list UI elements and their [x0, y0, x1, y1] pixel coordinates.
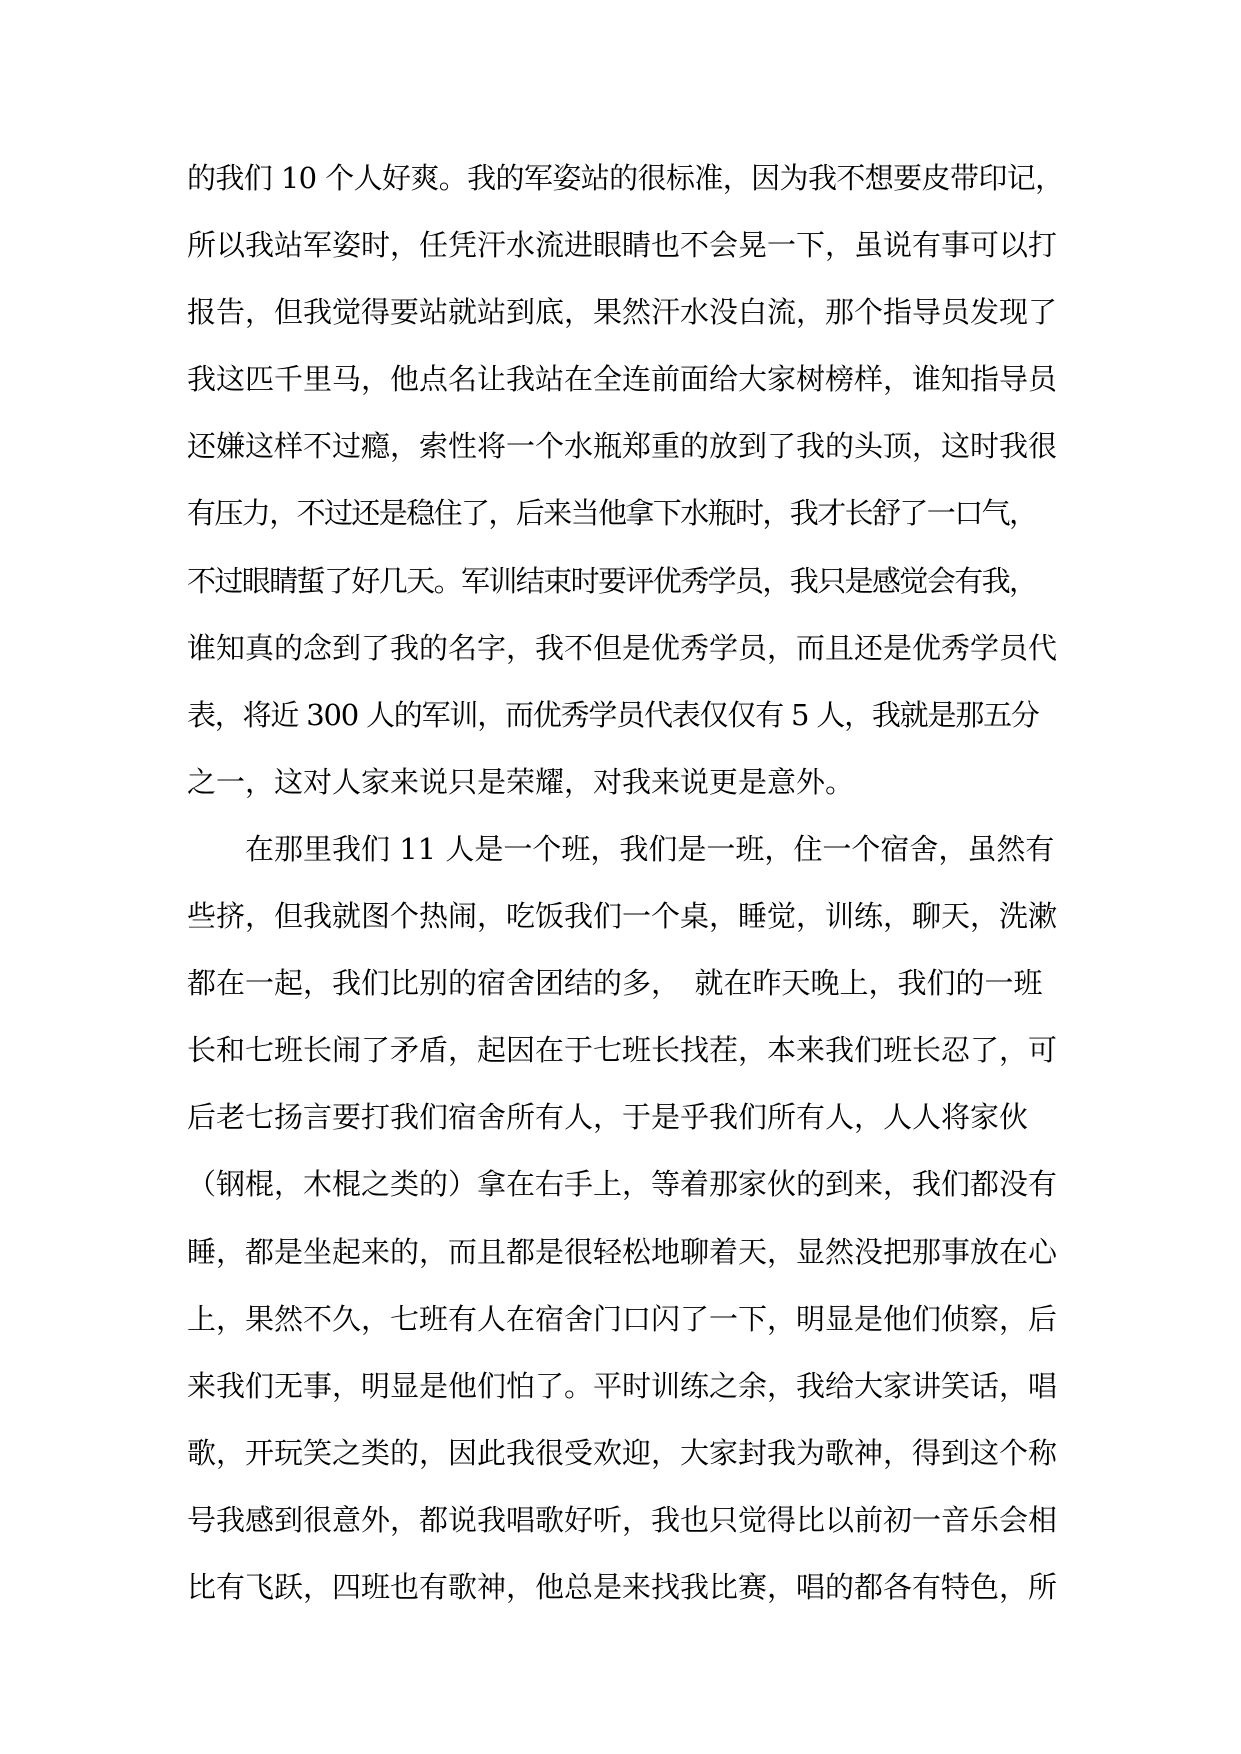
- text-line: 睡，都是坐起来的，而且都是很轻松地聊着天，显然没把那事放在心: [187, 1234, 1058, 1269]
- text-line: 后老七扬言要打我们宿舍所有人，于是乎我们所有人，人人将家伙: [187, 1100, 1029, 1135]
- text-line: （钢棍，木棍之类的）拿在右手上，等着那家伙的到来，我们都没有: [187, 1167, 1058, 1202]
- text-line: 谁知真的念到了我的名字，我不但是优秀学员，而且还是优秀学员代: [187, 630, 1058, 665]
- text-line: 歌，开玩笑之类的，因此我很受欢迎，大家封我为歌神，得到这个称: [187, 1435, 1058, 1470]
- text-line: 上，果然不久，七班有人在宿舍门口闪了一下，明显是他们侦察，后: [187, 1301, 1058, 1336]
- text-line: 不过眼睛蜇了好几天。军训结束时要评优秀学员，我只是感觉会有我，: [187, 563, 1037, 598]
- text-line: 些挤，但我就图个热闹，吃饭我们一个桌，睡觉，训练，聊天，洗漱: [187, 899, 1058, 934]
- text-line: 有压力，不过还是稳住了，后来当他拿下水瓶时，我才长舒了一口气，: [187, 496, 1037, 531]
- text-line: 我这匹千里马，他点名让我站在全连前面给大家树榜样，谁知指导员: [187, 362, 1058, 397]
- text-line: 来我们无事，明显是他们怕了。平时训练之余，我给大家讲笑话，唱: [187, 1368, 1058, 1403]
- text-line: 表，将近 300 人的军训，而优秀学员代表仅仅有 5 人，我就是那五分: [187, 697, 1039, 732]
- text-line: 还嫌这样不过瘾，索性将一个水瓶郑重的放到了我的头顶，这时我很: [187, 429, 1058, 464]
- text-line: 长和七班长闹了矛盾，起因在于七班长找茬，本来我们班长忍了，可: [187, 1033, 1058, 1068]
- text-line: 比有飞跃，四班也有歌神，他总是来找我比赛，唱的都各有特色，所: [187, 1569, 1058, 1604]
- text-line: 号我感到很意外，都说我唱歌好听，我也只觉得比以前初一音乐会相: [187, 1502, 1058, 1537]
- text-line: 之一，这对人家来说只是荣耀，对我来说更是意外。: [187, 764, 855, 799]
- text-line: 在那里我们 11 人是一个班，我们是一班，住一个宿舍，虽然有: [245, 831, 1055, 866]
- text-line: 报告，但我觉得要站就站到底，果然汗水没白流，那个指导员发现了: [187, 295, 1058, 330]
- document-body: [187, 159, 1064, 1635]
- text-line: 所以我站军姿时，任凭汗水流进眼睛也不会晃一下，虽说有事可以打: [187, 228, 1058, 263]
- text-line: 都在一起，我们比别的宿舍团结的多， 就在昨天晚上，我们的一班: [187, 966, 1043, 1001]
- text-line: 的我们 10 个人好爽。我的军姿站的很标准，因为我不想要皮带印记，: [187, 161, 1064, 195]
